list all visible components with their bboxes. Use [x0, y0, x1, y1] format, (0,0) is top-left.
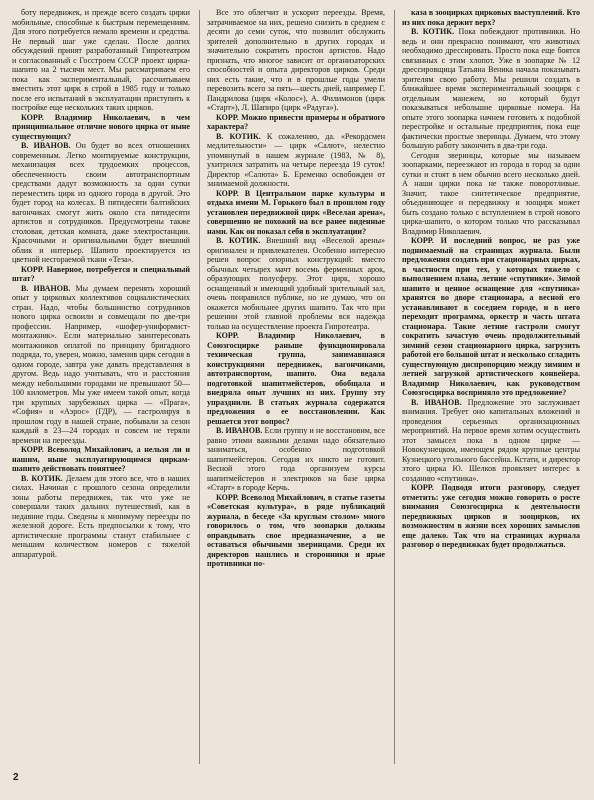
- column-divider: [394, 10, 395, 764]
- interview-answer: [12, 474, 190, 560]
- paragraph-text: Внешний вид «Веселой арены» оригинален и привлекателен. Особенно интересно решен вопрос опорных конструкций: вместо обычных четырех мачт восемь ферменных арок, образующих полусферу. Этот цирк, хорошо оснащенный и имеющий удобный зрительный зал, очень понравился публике, но не думаю, что он окажется мобильнее других шапито. Так что при решении этой главной проблемы вся надежда только на осуществление проекта Гипротеатра.: [207, 236, 385, 331]
- interview-answer: [207, 426, 385, 493]
- paragraph-text: Сегодня зверинцы, которые мы называем зоопарками, переезжают из города в город за одни сутки и стоят в нем обычно всего несколько дней. А наши цирки пока не также поворотливые. Значит, такое синтетическое предприятие, объединяющее и передвижку и зооцирк может быть создано только с вступлением в строй нового цирка-шапито, о котором только что рассказывал Владимир Николаевич.: [402, 150, 580, 236]
- body-paragraph: [402, 151, 580, 237]
- speaker-label: КОРР. Наверное, потребуется и специальный штат?: [12, 264, 190, 283]
- interview-answer: [12, 141, 190, 265]
- interview-answer: [207, 236, 385, 331]
- speaker-label: каза в зооцирках цирковых выступлений. Кто из них пока держит верх?: [402, 8, 580, 27]
- interview-answer: [402, 27, 580, 151]
- speaker-label: В. КОТИК.: [216, 236, 261, 245]
- paragraph-text: Предложение это заслуживает внимания. Требует оно капитальных вложений и проведения серьезных организационных мероприятий. На первое время хотим осуществить этот замысел пока в одном цирке — Новокузнецком, имеющем рядом крупные центры Кузнецкого угольного бассейна. Кстати, и директор этого цирка Ю. Шелков проявляет интерес к созданию «спутника».: [402, 397, 580, 483]
- speaker-label: КОРР. Владимир Николаевич, в Союзгосцирке раньше функционировала техническая группа, занимавшаяся конструкциями передвижек, вагончиками, автотранспортом, шапито. Она ведала подготовкой шапитмейстеров, обобщала и внедряла опыт лучших из них. Группу эту упразднили. В статьях журнала содержатся предложения о ее восстановлении. Как решается этот вопрос?: [207, 331, 385, 426]
- interview-question: [207, 189, 385, 237]
- interview-question: [12, 445, 190, 474]
- paragraph-text: Пока побеждают противники. Но ведь и они прекрасно понимают, что животных необходимо дрессировать. Просто пока еще боятся связанных с этим хлопот. Уже в зоопарке № 12 дрессировщица Татьяна Веника начала показывать зрителям свою работу. Мы решили создать в ближайшее время экспериментальный зооцирк с отдельным манежем, но который будут показываться небольшие цирковые номера. На опыте этого зоопарка начнем готовить к подобной перестройке и остальные предприятия, пока еще фактически простые зверинцы. Думаем, что этому большую работу закончить в два-три года.: [402, 27, 580, 150]
- speaker-label: КОРР. Подводя итоги разговору, следует отметить: уже сегодня можно говорить о росте внимания Союзгосцирка к деятельности передвижных цирков и зооцирков, их возможностям в жизни всех хороших замыслов еще далеко. Так что на страницах журнала разговор о передвижках будет продолжаться.: [402, 483, 580, 549]
- speaker-label: КОРР. Всеволод Михайлович, в статье газеты «Советская культура», в ряде публикаций журнала, в беседе «За круглым столом» много говорилось о том, что зоопарки должны оправдывать свое предназначение, а не оставаться обычными зверинцами. Среди их директоров нашлись и сторонники и ярые противники по-: [207, 492, 385, 568]
- interview-question: [207, 331, 385, 426]
- speaker-label: В. ИВАНОВ.: [411, 397, 462, 407]
- speaker-label: КОРР. Можно привести примеры и обратного характера?: [207, 112, 385, 131]
- paragraph-text: К сожалению, да. «Рекордсмен медлительности» — цирк «Салют», нелестно упомянутый в нашем журнале (1983, № 8), ухитрился затратить на четыре переезда 19 суток! Директор «Салюта» Б. Еременко освобожден от занимаемой должности.: [207, 131, 385, 188]
- paragraph-text: Делаем для этого все, что в наших силах. Начиная с прошлого сезона определили зоны работы передвижек, так что уже не совершали таких дальних путешествий, как в недавние годы. Сведены к минимуму переезды по железной дороге. Есть предпосылки к тому, что артистические программы станут стабильнее с меньшим количеством номеров с тяжелой аппаратурой.: [12, 473, 190, 559]
- interview-question: [207, 493, 385, 569]
- interview-question: [207, 113, 385, 132]
- paragraph-text: боту передвижек, и прежде всего создать цирки мобильные, способные к быстрым перемещениям. Для этого потребуется немало времени и средства. Не первый шаг уже сделан. После долгих обсуждений принят разработанный Гипротеатром и согласованный с Госстроем СССР проект цирка-шапито на 2 тысячи мест. Мы рассматриваем его пока как экспериментальный, рассчитываем вместить этот цирк в строй в 1985 году и только после его испытаний в эксплуатации приступить к постройке еще нескольких таких цирков.: [12, 8, 190, 112]
- text-column-3: [402, 8, 580, 766]
- speaker-label: В. ИВАНОВ.: [216, 426, 263, 435]
- interview-question: [12, 265, 190, 284]
- column-divider: [199, 10, 200, 764]
- speaker-label: КОРР. И последний вопрос, не раз уже поднимаемый на страницах журнала. Были предложения создать при стационарных цирках, в частности при тех, у которых тяжело с выполнением плана, летние «спутники». Зимой шапито и ценное оснащение для «спутника» хранятся во дворе стационара, а весной его устанавливают в соседнем городе, и в него переходит программа, оркестр и часть штата стационара. Такие летние гастроли смогут сократить зачастую очень продолжительный зимний сезон стационарного цирка, загрузить работой его большой штат и несколько сгладить существующую диспропорцию между зимним и летней загрузкой артистического конвейера. Владимир Николаевич, как руководством Союзгосцирка восприняло это предложение?: [402, 236, 580, 397]
- speaker-label: В. КОТИК.: [21, 473, 63, 483]
- interview-answer: [402, 398, 580, 484]
- body-paragraph: [207, 8, 385, 113]
- interview-answer: [12, 284, 190, 446]
- paragraph-text: Если группу и не восстановим, все равно этими важными делами надо обязательно заниматься, особенно подготовкой шапитмейстеров. Сегодня их никто не готовит. Весной этого года организуем курсы шапитмейстеров и электриков на базе цирка «Старт» в городе Керчь.: [207, 426, 385, 492]
- paragraph-text: Все это облегчит и ускорит переезды. Время, затрачиваемое на них, решено снизить в среднем с десяти до семи суток, что позволит обслужить зрителей дополнительно в других городах и значительно сократить простои артистов. Надо признать, что многое зависит от организаторских способностей и опыта директоров цирков. Среди них есть такие, что и в прошлые годы умели перевозить всего за пять—шесть дней, например Г. Пандрилова (цирк «Колос»), А. Филимонов (цирк «Старт»), Л. Шапиро (цирк «Радуга»).: [207, 8, 385, 112]
- interview-question: [402, 483, 580, 550]
- interview-answer: [207, 132, 385, 189]
- speaker-label: КОРР. Всеволод Михайлович, а нельзя ли и нашим, ныне эксплуатирующимся циркам-шапито действовать понятнее?: [12, 445, 190, 473]
- speaker-label: КОРР. В Центральном парке культуры и отдыха имени М. Горького был в прошлом году установлен передвижной цирк «Веселая арена», совершенно не похожий на все ранее виденные нами. Как он показал себя в эксплуатации?: [207, 188, 385, 236]
- interview-question: [12, 113, 190, 142]
- body-paragraph: [12, 8, 190, 113]
- interview-question: [402, 8, 580, 27]
- paragraph-text: Он будет во всех отношениях современным. Легко монтируемые конструкции, механизация всех трудоемких процессов, обеспеченность своим автотранспортным средствами дадут возможность за одни сутки переместить цирк из одного города в другой. Это будет город на колесах. В пятидесяти балтийских вагончиках смогут жить около ста пятидесяти артистов и сотрудников. Предусмотрены также столовая, детская комната, даже электростанции. Красочными и оригинальными будет внешний облик и интерьер. Шапито проектируется из цветной несгораемой ткани «Теза».: [12, 141, 190, 264]
- speaker-label: КОРР. Владимир Николаевич, в чем принципиальное отличие нового цирка от ныне существующих?: [12, 112, 190, 141]
- speaker-label: В. КОТИК.: [216, 131, 261, 141]
- speaker-label: В. ИВАНОВ.: [21, 283, 71, 293]
- text-column-1: [12, 8, 190, 766]
- page-number: 2: [13, 772, 19, 783]
- paragraph-text: Мы думаем перенять хороший опыт у цирковых коллективов социалистических стран. Надо, чтобы большинство сотрудников нового цирка освоили и совмещали по две-три профессии. Например, «шофер-униформист-монтажник». Если материально заинтересовать монтажников оплатой по принципу бригадного подряда, то, уверен, можно, заменив цирк сегодня в одном городе, завтра уже давать представления в другом. Ведь надо учитывать, что и расстояния между небольшими городами не превышают 50—100 километров. Мы уже имеем такой опыт, когда три крупных зарубежных цирка — «Прага», «София» и «Аэрос» (ГДР), — гастролируя в прошлом году в нашей стране, побывали за сезон каждый в 23—24 городах и совсем не теряли времени на переезды.: [12, 283, 190, 445]
- speaker-label: В. КОТИК.: [411, 27, 455, 36]
- speaker-label: В. ИВАНОВ.: [21, 141, 71, 150]
- interview-question: [402, 236, 580, 398]
- text-column-2: [207, 8, 385, 766]
